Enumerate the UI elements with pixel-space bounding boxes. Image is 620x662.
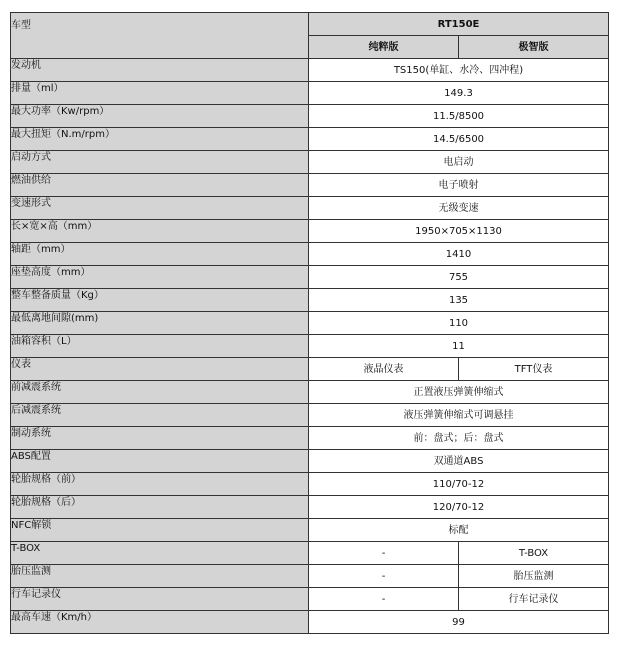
spec-row — [11, 381, 609, 404]
spec-row — [11, 266, 609, 289]
spec-value-smart: TFT仪表 — [459, 358, 609, 381]
spec-label: 油箱容积（L） — [11, 335, 309, 358]
spec-value: 前：盘式；后：盘式 — [309, 427, 609, 450]
spec-row — [11, 542, 609, 565]
spec-row — [11, 427, 609, 450]
spec-row — [11, 82, 609, 105]
spec-label: 制动系统 — [11, 427, 309, 450]
spec-label: 轴距（mm） — [11, 243, 309, 266]
spec-value: 14.5/6500 — [309, 128, 609, 151]
spec-label: 轮胎规格（后） — [11, 496, 309, 519]
spec-row — [11, 289, 609, 312]
spec-label: 燃油供给 — [11, 174, 309, 197]
spec-label: 最大扭矩（N.m/rpm） — [11, 128, 309, 151]
variant-pure: 纯粹版 — [309, 36, 459, 59]
spec-value: 110 — [309, 312, 609, 335]
spec-value: 120/70-12 — [309, 496, 609, 519]
spec-value: 电子喷射 — [309, 174, 609, 197]
variant-smart: 极智版 — [459, 36, 609, 59]
spec-value-pure: - — [309, 565, 459, 588]
spec-row — [11, 197, 609, 220]
spec-label: 前减震系统 — [11, 381, 309, 404]
spec-row — [11, 151, 609, 174]
spec-label: 轮胎规格（前） — [11, 473, 309, 496]
spec-row — [11, 174, 609, 197]
spec-label: 后减震系统 — [11, 404, 309, 427]
spec-row — [11, 473, 609, 496]
spec-value: 正置液压弹簧伸缩式 — [309, 381, 609, 404]
spec-value: 双通道ABS — [309, 450, 609, 473]
spec-value: 液压弹簧伸缩式可调悬挂 — [309, 404, 609, 427]
spec-value: 755 — [309, 266, 609, 289]
spec-row — [11, 588, 609, 611]
spec-label: 最高车速（Km/h） — [11, 611, 309, 634]
spec-label: 行车记录仪 — [11, 588, 309, 611]
spec-row — [11, 565, 609, 588]
spec-value: 135 — [309, 289, 609, 312]
spec-row — [11, 404, 609, 427]
spec-value: 无级变速 — [309, 197, 609, 220]
spec-value-pure: 液晶仪表 — [309, 358, 459, 381]
spec-value: 99 — [309, 611, 609, 634]
spec-label: NFC解锁 — [11, 519, 309, 542]
spec-label: 仪表 — [11, 358, 309, 381]
spec-row — [11, 220, 609, 243]
spec-row — [11, 59, 609, 82]
header-label: 车型 — [11, 20, 31, 31]
spec-value: 11 — [309, 335, 609, 358]
spec-row — [11, 105, 609, 128]
spec-label: 最大功率（Kw/rpm） — [11, 105, 309, 128]
spec-row — [11, 243, 609, 266]
spec-value: 电启动 — [309, 151, 609, 174]
spec-row — [11, 611, 609, 634]
spec-label: 座垫高度（mm） — [11, 266, 309, 289]
spec-row — [11, 128, 609, 151]
spec-table-body — [11, 13, 609, 634]
spec-label: 启动方式 — [11, 151, 309, 174]
header-label-cell — [11, 13, 309, 59]
spec-value: 149.3 — [309, 82, 609, 105]
spec-value: 110/70-12 — [309, 473, 609, 496]
spec-value: 11.5/8500 — [309, 105, 609, 128]
spec-label: 排量（ml） — [11, 82, 309, 105]
header-row-model — [11, 13, 609, 36]
spec-value-pure: - — [309, 588, 459, 611]
spec-value: 1410 — [309, 243, 609, 266]
spec-value: 标配 — [309, 519, 609, 542]
spec-row — [11, 312, 609, 335]
spec-row — [11, 519, 609, 542]
model-name: RT150E — [309, 13, 609, 36]
spec-label: 长×宽×高（mm） — [11, 220, 309, 243]
spec-table — [10, 12, 609, 634]
spec-value-smart: 行车记录仪 — [459, 588, 609, 611]
spec-label: 整车整备质量（Kg） — [11, 289, 309, 312]
spec-label: 最低离地间隙(mm) — [11, 312, 309, 335]
spec-value-smart: T-BOX — [459, 542, 609, 565]
spec-row — [11, 358, 609, 381]
spec-label: 变速形式 — [11, 197, 309, 220]
spec-value: 1950×705×1130 — [309, 220, 609, 243]
spec-row — [11, 496, 609, 519]
spec-row — [11, 450, 609, 473]
spec-value-pure: - — [309, 542, 459, 565]
spec-label: 发动机 — [11, 59, 309, 82]
spec-label: T-BOX — [11, 542, 309, 565]
spec-row — [11, 335, 609, 358]
spec-value: TS150(单缸、水冷、四冲程) — [309, 59, 609, 82]
spec-label: ABS配置 — [11, 450, 309, 473]
spec-label: 胎压监测 — [11, 565, 309, 588]
spec-value-smart: 胎压监测 — [459, 565, 609, 588]
